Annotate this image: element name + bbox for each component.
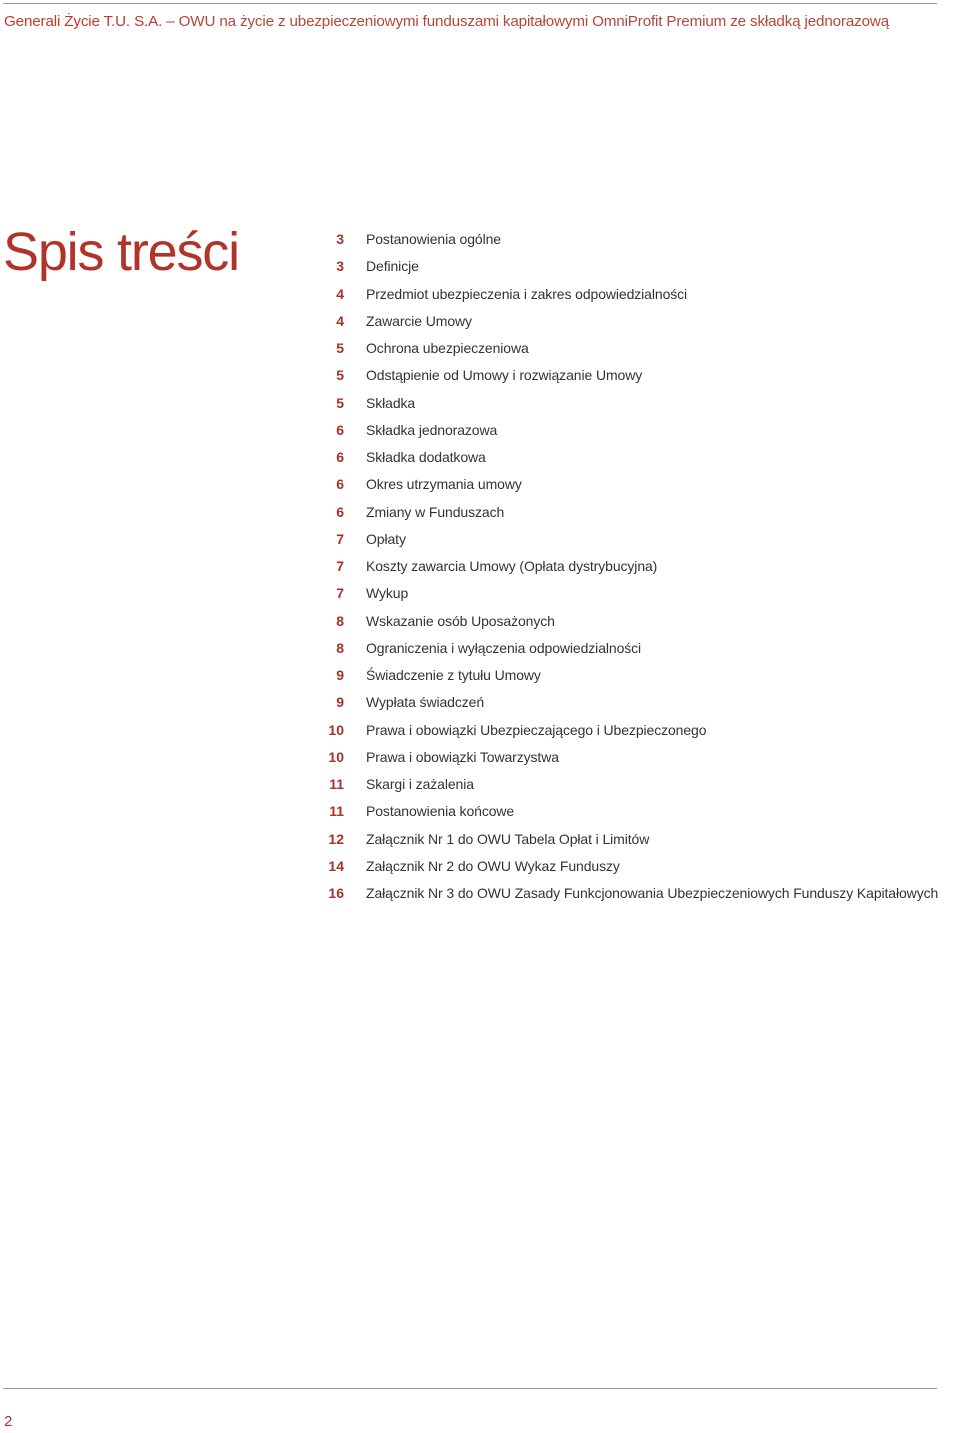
toc-entry-label: Prawa i obowiązki Ubezpieczającego i Ubezpieczonego [366,721,707,738]
table-of-contents [300,226,938,907]
toc-entry-label: Świadczenie z tytułu Umowy [366,667,541,683]
toc-entry-label: Wskazanie osób Uposażonych [366,612,555,629]
toc-entry[interactable] [300,308,938,335]
toc-entry[interactable] [300,580,938,607]
toc-page-number: 9 [336,667,344,683]
toc-entry-label: Składka jednorazowa [366,421,498,438]
toc-page-number: 14 [328,857,344,874]
toc-entry-label: Załącznik Nr 2 do OWU Wykaz Funduszy [366,857,620,874]
toc-page-number: 11 [329,776,344,792]
toc-entry[interactable] [300,635,938,662]
toc-entry-label: Zmiany w Funduszach [366,503,505,520]
toc-page-number: 4 [336,312,344,329]
toc-page-number: 3 [336,231,344,247]
toc-page-number: 7 [336,558,344,574]
toc-page-number: 8 [336,639,344,656]
toc-page-number: 10 [328,748,344,765]
toc-entry[interactable] [300,444,938,471]
toc-entry-label: Postanowienia końcowe [366,803,515,820]
toc-page-number: 12 [328,830,344,847]
header-separator: – [166,13,175,30]
toc-entry-label: Wykup [366,585,409,602]
top-divider [3,3,937,4]
toc-entry-label: Składka dodatkowa [366,449,486,465]
toc-page-number: 6 [336,503,344,520]
toc-entry[interactable] [300,798,938,825]
toc-page-number: 5 [336,367,344,384]
toc-entry-label: Okres utrzymania umowy [366,476,522,493]
toc-entry-label: Przedmiot ubezpieczenia i zakres odpowiedzialności [366,285,688,302]
toc-entry[interactable] [300,253,938,280]
toc-page-number: 16 [328,885,344,901]
toc-entry[interactable] [300,417,938,444]
page-title: Spis treści [3,222,239,282]
toc-entry[interactable] [300,853,938,880]
toc-entry[interactable] [300,689,938,716]
toc-entry[interactable] [300,662,938,689]
toc-entry-label: Opłaty [366,530,406,547]
toc-page-number: 7 [336,585,344,602]
toc-entry[interactable] [300,826,938,853]
toc-entry-label: Definicje [366,258,419,275]
toc-page-number: 8 [336,612,344,629]
toc-entry[interactable] [300,362,938,389]
header-company: Generali Życie T.U. S.A. [4,13,163,30]
toc-entry[interactable] [300,553,938,580]
toc-page-number: 11 [329,803,344,820]
toc-entry[interactable] [300,526,938,553]
toc-entry-label: Załącznik Nr 1 do OWU Tabela Opłat i Limitów [366,830,650,847]
toc-page-number: 7 [336,530,344,547]
toc-entry[interactable] [300,471,938,498]
toc-page-number: 6 [336,449,344,465]
toc-entry[interactable] [300,390,938,417]
toc-entry-label: Zawarcie Umowy [366,312,472,329]
toc-entry-label: Postanowienia ogólne [366,231,501,247]
toc-page-number: 6 [336,421,344,438]
toc-entry[interactable] [300,499,938,526]
toc-entry-label: Ochrona ubezpieczeniowa [366,340,529,356]
toc-entry-label: Wypłata świadczeń [366,694,485,711]
toc-page-number: 5 [336,394,344,411]
page-number: 2 [4,1413,13,1430]
toc-entry[interactable] [300,771,938,798]
toc-entry[interactable] [300,335,938,362]
toc-entry-label: Ograniczenia i wyłączenia odpowiedzialności [366,639,642,656]
toc-page-number: 5 [336,340,344,356]
toc-entry-label: Koszty zawarcia Umowy (Opłata dystrybucyjna) [366,558,658,574]
toc-entry-label: Skargi i zażalenia [366,776,474,792]
toc-entry-label: Składka [366,394,416,411]
toc-entry[interactable] [300,608,938,635]
header-document-title: OWU na życie z ubezpieczeniowymi funduszami kapitałowymi OmniProfit Premium ze składką jednorazową [178,13,889,30]
toc-page-number: 9 [336,694,344,711]
toc-entry-label: Odstąpienie od Umowy i rozwiązanie Umowy [366,367,643,384]
toc-page-number: 6 [336,476,344,493]
toc-entry[interactable] [300,880,938,907]
toc-entry[interactable] [300,717,938,744]
toc-page-number: 10 [328,721,344,738]
toc-entry[interactable] [300,226,938,253]
toc-entry-label: Załącznik Nr 3 do OWU Zasady Funkcjonowania Ubezpieczeniowych Funduszy Kapitałowych [366,885,939,901]
toc-page-number: 3 [336,258,344,275]
bottom-divider [3,1388,937,1389]
toc-entry[interactable] [300,281,938,308]
toc-entry-label: Prawa i obowiązki Towarzystwa [366,748,559,765]
running-header [4,12,889,32]
toc-page-number: 4 [336,285,344,302]
toc-entry[interactable] [300,744,938,771]
